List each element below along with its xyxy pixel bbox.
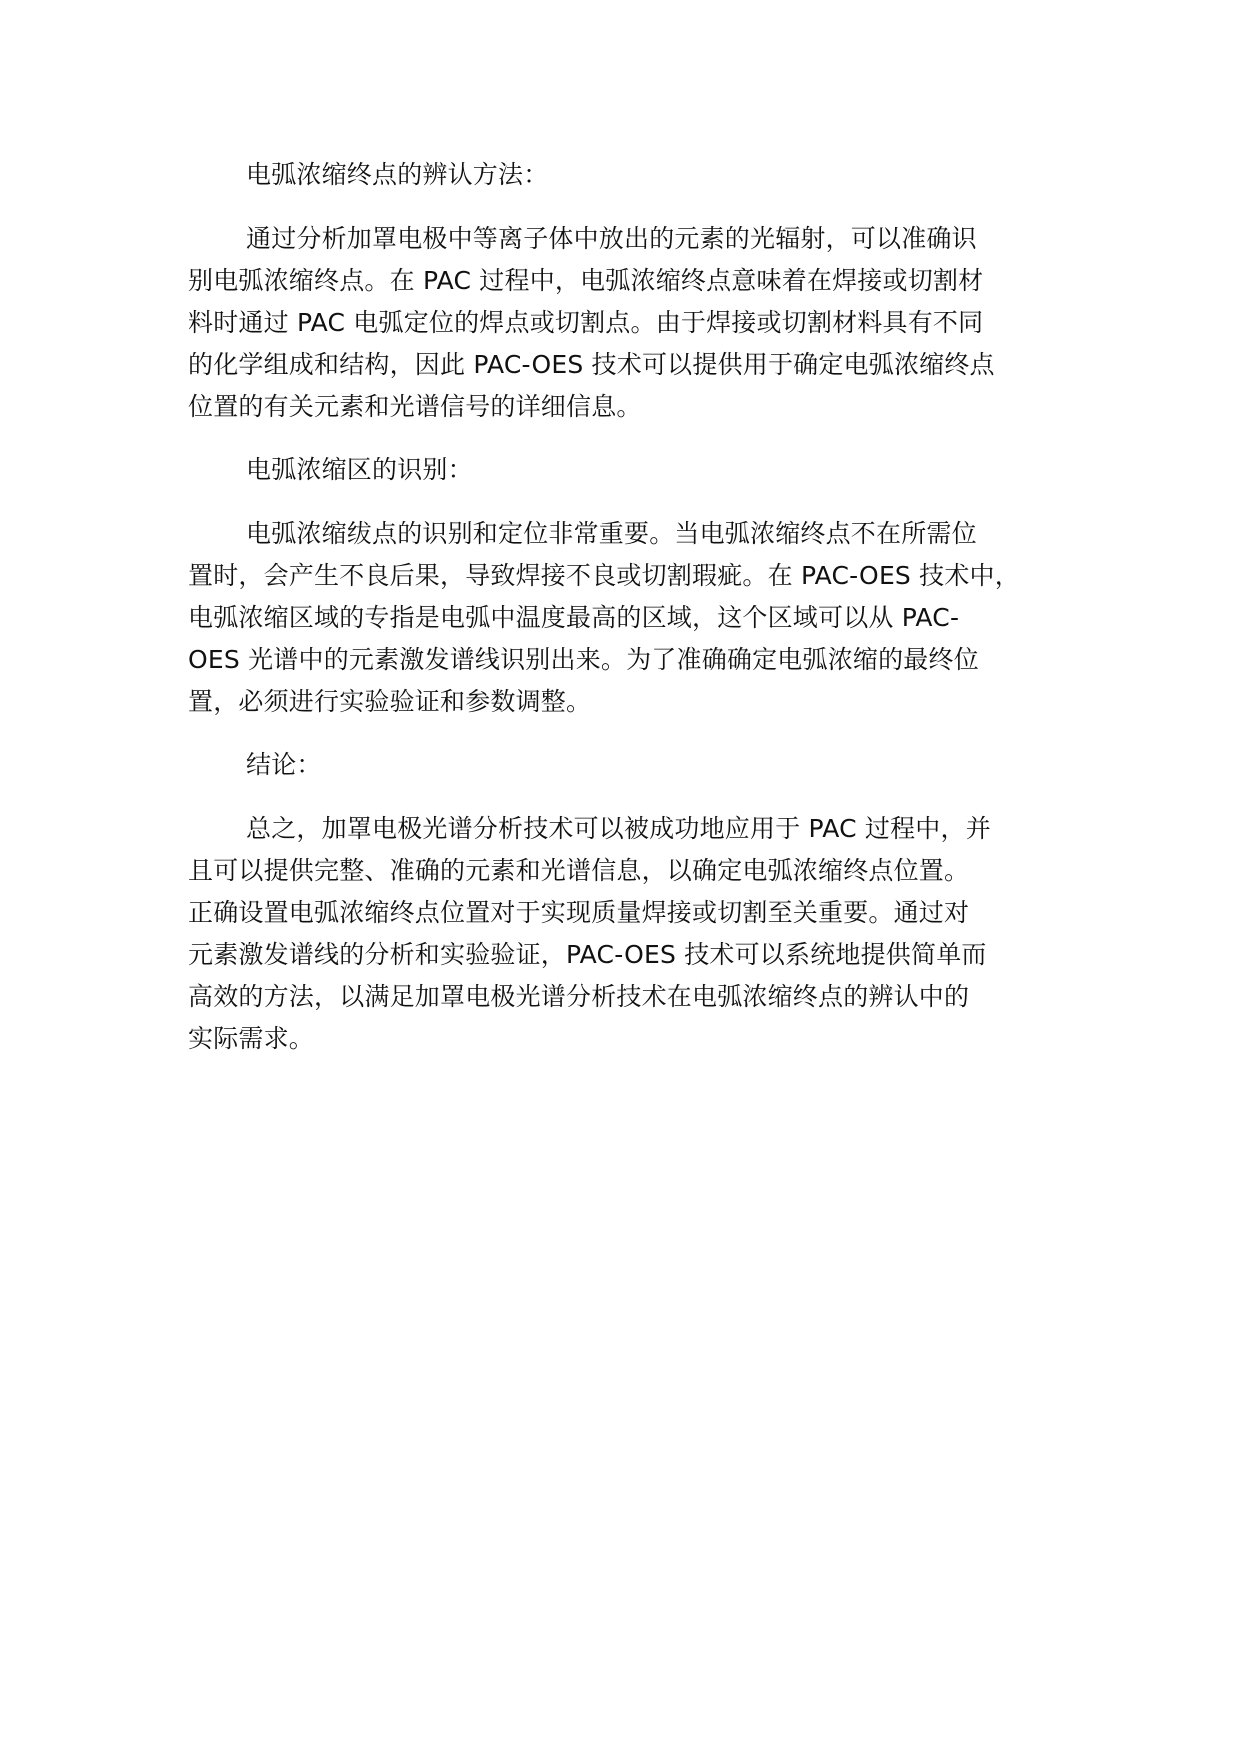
paragraph-line: 高效的方法，以满足加罩电极光谱分析技术在电弧浓缩终点的辨认中的 <box>188 982 970 1011</box>
paragraph-line: 电弧浓缩绂点的识别和定位非常重要。当电弧浓缩终点不在所需位 <box>246 519 977 548</box>
paragraph-line: 正确设置电弧浓缩终点位置对于实现质量焊接或切割至关重要。通过对 <box>188 898 970 927</box>
paragraph-line: 通过分析加罩电极中等离子体中放出的元素的光辐射，可以准确识 <box>246 224 977 253</box>
document-body <box>188 154 1068 1081</box>
paragraph-line: 实际需求。 <box>188 1024 315 1053</box>
heading-text: 电弧浓缩区的识别： <box>246 455 473 484</box>
paragraph-line: 置，必须进行实验验证和参数调整。 <box>188 687 592 716</box>
paragraph-conclusion <box>188 808 1068 1060</box>
section-heading-end-point-method <box>188 154 1068 196</box>
paragraph-line: OES 光谱中的元素激发谱线识别出来。为了准确确定电弧浓缩的最终位 <box>188 645 979 674</box>
paragraph-line: 别电弧浓缩终点。在 PAC 过程中，电弧浓缩终点意味着在焊接或切割材 <box>188 266 984 295</box>
section-heading-conclusion <box>188 744 1068 786</box>
paragraph-line: 总之，加罩电极光谱分析技术可以被成功地应用于 PAC 过程中，并 <box>246 814 991 843</box>
heading-text: 结论： <box>246 750 322 779</box>
paragraph-end-point-method <box>188 218 1068 428</box>
paragraph-line: 置时，会产生不良后果，导致焊接不良或切割瑕疵。在 PAC-OES 技术中， <box>188 561 1020 590</box>
section-heading-concentration-zone <box>188 449 1068 491</box>
heading-text: 电弧浓缩终点的辨认方法： <box>246 160 549 189</box>
paragraph-concentration-zone <box>188 513 1068 723</box>
paragraph-line: 电弧浓缩区域的专指是电弧中温度最高的区域，这个区域可以从 PAC- <box>188 603 960 632</box>
paragraph-line: 料时通过 PAC 电弧定位的焊点或切割点。由于焊接或切割材料具有不同 <box>188 308 984 337</box>
paragraph-line: 且可以提供完整、准确的元素和光谱信息，以确定电弧浓缩终点位置。 <box>188 856 970 885</box>
paragraph-line: 位置的有关元素和光谱信号的详细信息。 <box>188 392 642 421</box>
paragraph-line: 的化学组成和结构，因此 PAC-OES 技术可以提供用于确定电弧浓缩终点 <box>188 350 995 379</box>
paragraph-line: 元素激发谱线的分析和实验验证，PAC-OES 技术可以系统地提供简单而 <box>188 940 987 969</box>
